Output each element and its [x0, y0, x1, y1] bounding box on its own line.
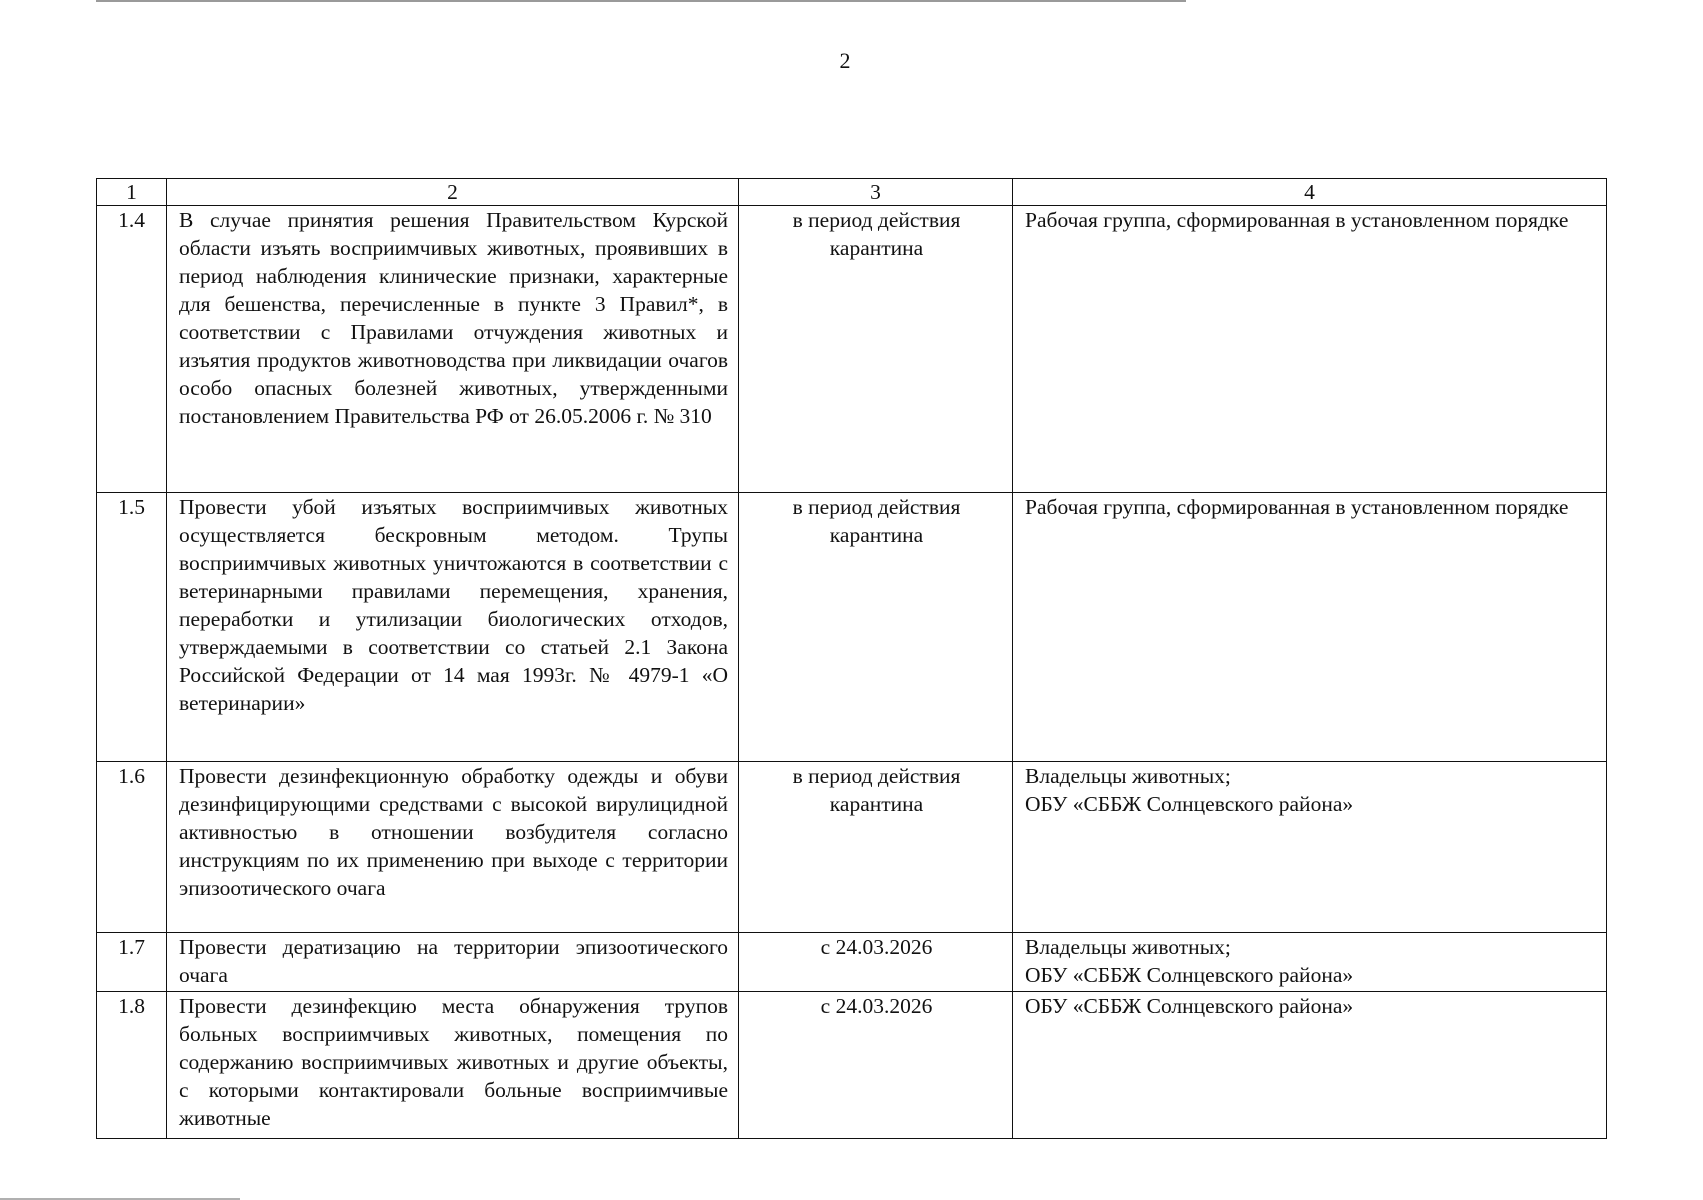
row-period: в период действия карантина	[739, 493, 1013, 762]
row-period: в период действия карантина	[739, 762, 1013, 933]
column-header-4: 4	[1013, 179, 1607, 206]
column-header-1: 1	[97, 179, 167, 206]
row-executors	[1013, 762, 1607, 933]
row-number: 1.6	[97, 762, 167, 933]
table-row	[97, 992, 1607, 1139]
row-action: Провести дезинфекционную обработку одежды и обуви дезинфицирующими средствами с высокой вирулицидной активностью в отношении возбудителя согласно инструкциям по их применению при выходе с территории эпизоотического очага	[167, 762, 739, 933]
row-action: Провести дезинфекцию места обнаружения трупов больных восприимчивых животных, помещения по содержанию восприимчивых животных и другие объекты, с которыми контактировали больные восприимчивые животные	[167, 992, 739, 1139]
row-period: с 24.03.2026	[739, 992, 1013, 1139]
row-period: с 24.03.2026	[739, 933, 1013, 992]
row-period: в период действия карантина	[739, 206, 1013, 493]
row-action: В случае принятия решения Правительством Курской области изъять восприимчивых животных, проявивших в период наблюдения клинические признаки, характерные для бешенства, перечисленные в пункте 3 Правил*, в соответствии с Правилами отчуждения животных и изъятия продуктов животноводства при ликвидации очагов особо опасных болезней животных, утвержденными постановлением Правительства РФ от 26.05.2006 г. № 310	[167, 206, 739, 493]
executor: Владельцы животных;	[1025, 764, 1231, 788]
executor: Владельцы животных;	[1025, 935, 1231, 959]
row-number: 1.7	[97, 933, 167, 992]
row-executors	[1013, 493, 1607, 762]
table-row	[97, 493, 1607, 762]
executor: Рабочая группа, сформированная в установленном порядке	[1025, 208, 1569, 232]
executor: ОБУ «СББЖ Солнцевского района»	[1025, 963, 1354, 987]
executor: ОБУ «СББЖ Солнцевского района»	[1025, 792, 1354, 816]
table-row	[97, 206, 1607, 493]
column-header-3: 3	[739, 179, 1013, 206]
row-number: 1.8	[97, 992, 167, 1139]
row-executors	[1013, 992, 1607, 1139]
row-number: 1.5	[97, 493, 167, 762]
measures-table	[96, 178, 1607, 1139]
scan-edge-top	[96, 0, 1186, 2]
executor: ОБУ «СББЖ Солнцевского района»	[1025, 994, 1354, 1018]
table-header-row	[97, 179, 1607, 206]
row-action: Провести убой изъятых восприимчивых животных осуществляется бескровным методом. Трупы восприимчивых животных уничтожаются в соответствии с ветеринарными правилами перемещения, хранения, переработки и утилизации биологических отходов, утверждаемыми в соответствии со статьей 2.1 Закона Российской Федерации от 14 мая 1993г. № 4979-1 «О ветеринарии»	[167, 493, 739, 762]
column-header-2: 2	[167, 179, 739, 206]
row-executors	[1013, 933, 1607, 992]
table-row	[97, 762, 1607, 933]
table-row	[97, 933, 1607, 992]
page-number: 2	[839, 48, 851, 73]
row-number: 1.4	[97, 206, 167, 493]
row-action: Провести дератизацию на территории эпизоотического очага	[167, 933, 739, 992]
executor: Рабочая группа, сформированная в установленном порядке	[1025, 495, 1569, 519]
row-executors	[1013, 206, 1607, 493]
